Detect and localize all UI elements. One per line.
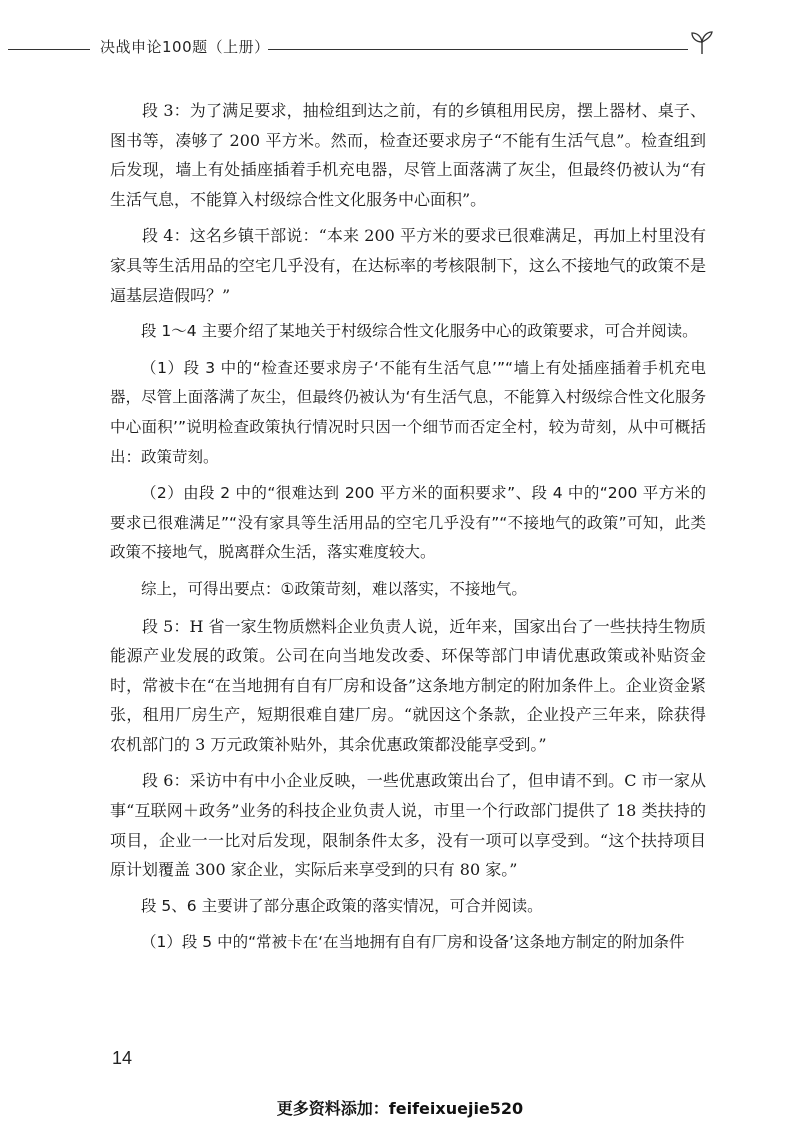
header-rule-right [268,49,688,50]
paragraph-3: 段 3：为了满足要求，抽检组到达之前，有的乡镇租用民房，摆上器材、桌子、图书等，凑够了 200 平方米。然而，检查还要求房子“不能有生活气息”。检查组到后发现，墙上有处插座插着手机充电器，尽管上面落满了灰尘，但最终仍被认为“有生活气息，不能算入村级综合性文化服务中心面积”。 [110,101,706,209]
summary-point: 综上，可得出要点：①政策苛刻，难以落实，不接地气。 [141,579,527,598]
analysis-point-1: （1）段 3 中的“检查还要求房子‘不能有生活气息’”“墙上有处插座插着手机充电器，尽管上面落满了灰尘，但最终仍被认为‘有生活气息，不能算入村级综合性文化服务中心面积’”说明检查政策执行情况时只因一个细节而否定全村，较为苛刻，从中可概括出：政策苛刻。 [110,358,706,466]
analysis-point-2: （2）由段 2 中的“很难达到 200 平方米的面积要求”、段 4 中的“200 平方米的要求已很难满足”“没有家具等生活用品的空宅几乎没有”“不接地气的政策”可知，此类政策不接地气，脱离群众生活，落实难度较大。 [110,484,706,562]
sprout-icon [688,28,716,56]
paragraph-5: 段 5：H 省一家生物质燃料企业负责人说，近年来，国家出台了一些扶持生物质能源产业发展的政策。公司在向当地发改委、环保等部门申请优惠政策或补贴资金时，常被卡在“在当地拥有自有厂房和设备”这条地方制定的附加条件上。企业资金紧张，租用厂房生产，短期很难自建厂房。“就因这个条款，企业投产三年来，除获得农机部门的 3 万元政策补贴外，其余优惠政策都没能享受到。” [110,616,706,754]
header-rule-left [8,49,90,50]
footer-note: 更多资料添加：feifeixuejie520 [276,1099,524,1118]
analysis-intro-5-6: 段 5、6 主要讲了部分惠企政策的落实情况，可合并阅读。 [141,896,543,915]
paragraph-4: 段 4：这名乡镇干部说：“本来 200 平方米的要求已很难满足，再加上村里没有家具等生活用品的空宅几乎没有，在达标率的考核限制下，这么不接地气的政策不是逼基层造假吗？” [110,226,706,305]
page-body [110,96,706,965]
book-title: 决战申论100题（上册） [100,38,270,56]
paragraph-6: 段 6：采访中有中小企业反映，一些优惠政策出台了，但申请不到。C 市一家从事“互联网＋政务”业务的科技企业负责人说，市里一个行政部门提供了 18 类扶持的项目，企业一一比对后发现，限制条件太多，没有一项可以享受到。“这个扶持项目原计划覆盖 300 家企业，实际后来享受到的只有 80 家。” [110,771,706,880]
page-header [0,28,800,58]
page-number: 14 [112,1048,133,1068]
analysis-point-5-1: （1）段 5 中的“常被卡在‘在当地拥有自有厂房和设备’这条地方制定的附加条件 [141,933,685,952]
analysis-intro-1-4: 段 1～4 主要介绍了某地关于村级综合性文化服务中心的政策要求，可合并阅读。 [141,322,698,341]
